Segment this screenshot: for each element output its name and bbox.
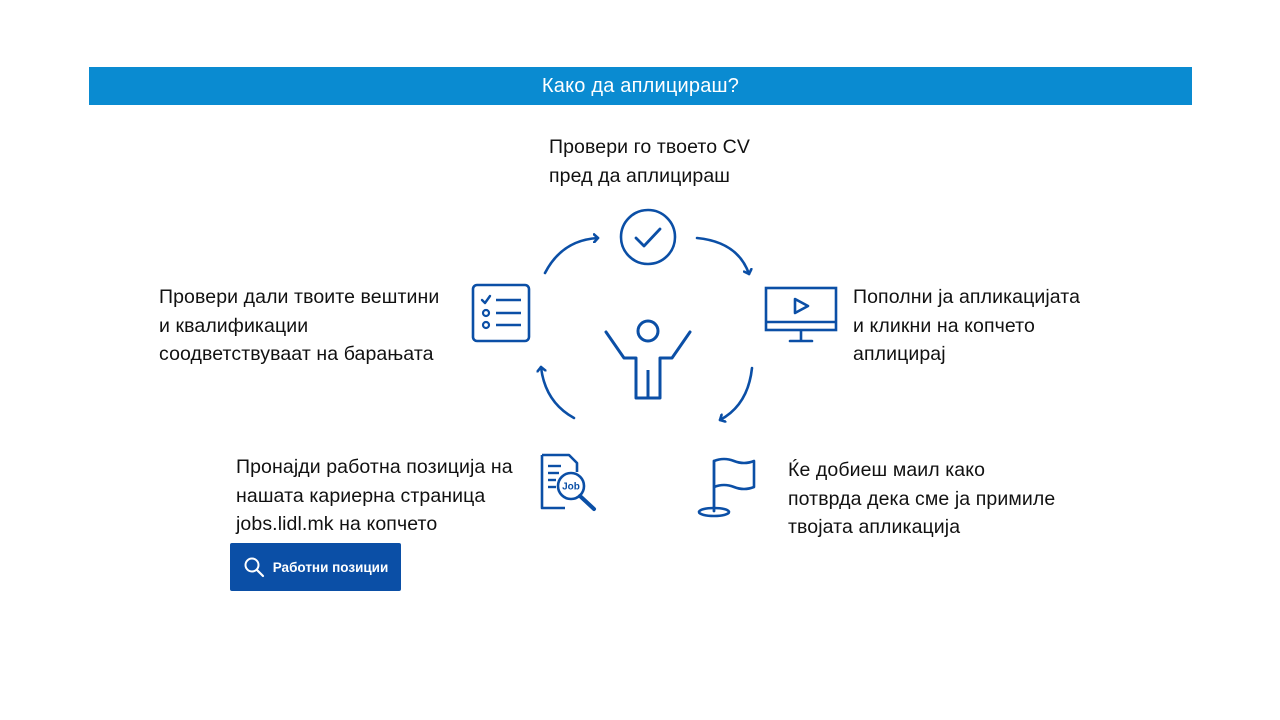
step-line: Провери го твоето CV — [549, 136, 750, 158]
check-circle-icon — [618, 207, 678, 267]
step-line: Ќе добиеш маил како — [788, 459, 986, 481]
job-search-document-icon — [539, 452, 601, 514]
step-check-skills-text — [159, 283, 439, 369]
person-celebrating-icon — [602, 318, 694, 402]
arrow-right — [720, 368, 752, 420]
search-icon — [243, 556, 265, 578]
arrow-top-left — [545, 238, 598, 273]
arrow-left — [541, 367, 574, 418]
step-line: jobs.lidl.mk на копчето — [236, 513, 438, 535]
arrow-top-right — [697, 238, 749, 274]
monitor-play-icon — [764, 286, 838, 346]
flag-icon — [694, 455, 758, 519]
step-find-position-text — [236, 453, 513, 539]
job-tag: Job — [562, 481, 580, 493]
jobs-positions-label: Работни позиции — [272, 559, 389, 575]
step-line: и кликни на копчето — [853, 314, 1035, 337]
step-line: твојата апликација — [788, 516, 961, 538]
step-line: потврда дека сме ја примиле — [788, 487, 1056, 510]
step-line: пред да аплицираш — [549, 164, 731, 187]
step-line: Пронајди работна позиција на — [236, 456, 513, 478]
step-check-cv-text — [549, 133, 750, 190]
step-line: Пополни ја апликацијата — [853, 286, 1081, 308]
checklist-icon — [471, 283, 531, 343]
step-line: нашата кариерна страница — [236, 484, 486, 507]
step-line: Провери дали твоите вештини — [159, 286, 440, 308]
step-line: аплицирај — [853, 343, 946, 365]
step-fill-application-text — [853, 283, 1080, 369]
jobs-positions-button[interactable] — [230, 543, 401, 591]
step-confirmation-text — [788, 456, 1055, 542]
step-line: соодветствуваат на барањата — [159, 343, 434, 365]
step-line: и квалификации — [159, 314, 309, 337]
page-title: Како да аплицираш? — [541, 74, 740, 97]
